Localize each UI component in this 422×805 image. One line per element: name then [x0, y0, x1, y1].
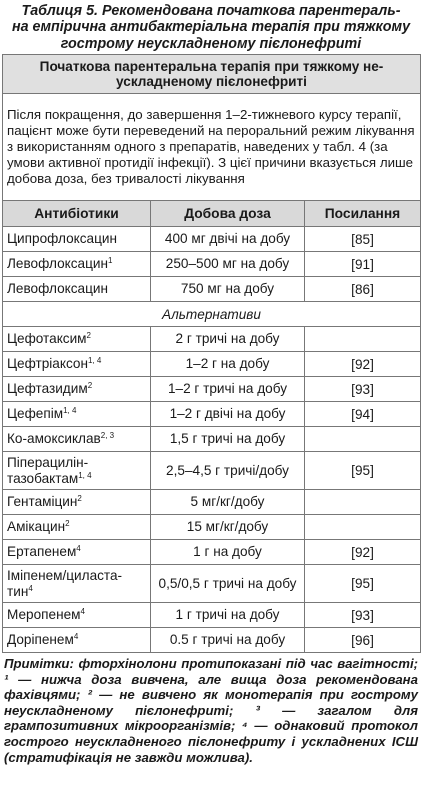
- banner-line: ускладненому пієлонефриті: [116, 74, 307, 89]
- reference: [96]: [305, 628, 421, 653]
- antibiotic-name-text: Цефепім: [7, 406, 64, 422]
- antibiotic-name: [3, 377, 151, 402]
- daily-dose: 0,5/0,5 г тричі на добу: [151, 565, 305, 603]
- daily-dose: 400 мг двічі на добу: [151, 227, 305, 252]
- antibiotic-name-text: Цефтріаксон: [7, 356, 88, 372]
- table-row: [3, 427, 421, 452]
- antibiotic-name-text: Цефотаксим: [7, 331, 87, 347]
- table-row: [3, 352, 421, 377]
- antibiotic-name: [3, 628, 151, 653]
- antibiotic-name-text: Гентаміцин: [7, 494, 78, 510]
- daily-dose: 2 г тричі на добу: [151, 327, 305, 352]
- reference: [86]: [305, 277, 421, 302]
- footnote-marker: 1, 4: [88, 356, 102, 366]
- antibiotic-name-text: Амікацин: [7, 519, 66, 535]
- daily-dose: 1,5 г тричі на добу: [151, 427, 305, 452]
- antibiotic-name: [3, 515, 151, 540]
- caption-line: гострому неускладненому пієлонефриті: [60, 35, 362, 52]
- header-row: [3, 201, 421, 227]
- table-caption: [0, 0, 422, 54]
- intro-text: Після покращення, до завершення 1–2-тижневого курсу терапії, пацієнт може бути переведений на пероральний режим лікування з використанням одного з препаратів, наведених у табл. 4 (за умови активної протидії інфекції). З цієї причини вказується лише добова доза, без тривалості лікування: [3, 94, 421, 201]
- alternatives-row: [3, 302, 421, 327]
- reference: [93]: [305, 603, 421, 628]
- reference: [305, 490, 421, 515]
- daily-dose: 250–500 мг на добу: [151, 252, 305, 277]
- antibiotic-name-text: Піперацилін-тазобактам: [7, 455, 89, 486]
- footnote-marker: 2: [65, 519, 70, 529]
- table-row: [3, 603, 421, 628]
- antibiotic-name: [3, 277, 151, 302]
- antibiotic-name: [3, 227, 151, 252]
- alternatives-label: Альтернативи: [3, 302, 421, 327]
- reference: [305, 427, 421, 452]
- table-row: [3, 540, 421, 565]
- table-row: [3, 277, 421, 302]
- reference: [92]: [305, 352, 421, 377]
- daily-dose: 2,5–4,5 г тричі/добу: [151, 452, 305, 490]
- footnote-marker: 4: [73, 632, 79, 642]
- table-row: [3, 628, 421, 653]
- antibiotic-name-text: Доріпенем: [7, 632, 74, 648]
- reference: [93]: [305, 377, 421, 402]
- antibiotic-name-text: Цефтазидим: [7, 381, 88, 397]
- table-row: [3, 565, 421, 603]
- table-banner: [3, 55, 421, 94]
- daily-dose: 1 г тричі на добу: [151, 603, 305, 628]
- footnote-marker: 2: [87, 381, 93, 391]
- antibiotic-name: [3, 603, 151, 628]
- antibiotic-name-text: Меропенем: [7, 607, 81, 623]
- table-row: [3, 327, 421, 352]
- antibiotic-name-text: Ципрофлоксацин: [7, 231, 118, 247]
- reference: [92]: [305, 540, 421, 565]
- footnote-marker: 1, 4: [63, 406, 77, 416]
- daily-dose: 15 мг/кг/добу: [151, 515, 305, 540]
- footnote-marker: 2: [86, 331, 91, 341]
- reference: [305, 515, 421, 540]
- footnote-marker: 4: [76, 544, 81, 554]
- reference: [95]: [305, 452, 421, 490]
- column-header-antibiotics: Антибіотики: [3, 201, 151, 227]
- daily-dose: 1–2 г тричі на добу: [151, 377, 305, 402]
- table-banner-row: [3, 55, 421, 94]
- table-row: [3, 515, 421, 540]
- antibiotic-name: [3, 252, 151, 277]
- antibiotic-name: [3, 540, 151, 565]
- antibiotic-name: [3, 427, 151, 452]
- daily-dose: 5 мг/кг/добу: [151, 490, 305, 515]
- reference: [85]: [305, 227, 421, 252]
- column-header-reference: Посилання: [305, 201, 421, 227]
- antibiotic-name-text: Ко-амоксиклав: [7, 431, 101, 447]
- antibiotic-name-text: Іміпенем/циласта-тин: [7, 568, 123, 599]
- reference: [91]: [305, 252, 421, 277]
- column-header-dose: Добова доза: [151, 201, 305, 227]
- footnote-marker: 2, 3: [100, 431, 115, 441]
- daily-dose: 750 мг на добу: [151, 277, 305, 302]
- intro-row: [3, 94, 421, 201]
- antibiotic-name: [3, 327, 151, 352]
- daily-dose: 0.5 г тричі на добу: [151, 628, 305, 653]
- footnote-marker: 4: [80, 607, 85, 617]
- antibiotic-name: [3, 565, 151, 603]
- table-row: [3, 252, 421, 277]
- antibiotic-name-text: Ертапенем: [7, 544, 77, 560]
- antibiotic-table: [2, 54, 421, 653]
- antibiotic-name: [3, 490, 151, 515]
- footnote-marker: 4: [28, 583, 33, 593]
- daily-dose: 1–2 г двічі на добу: [151, 402, 305, 427]
- daily-dose: 1 г на добу: [151, 540, 305, 565]
- antibiotic-name: [3, 402, 151, 427]
- table-row: [3, 402, 421, 427]
- table-row: [3, 490, 421, 515]
- table-row: [3, 377, 421, 402]
- caption-line: на емпірична антибактеріальна терапія при тяжкому: [11, 19, 411, 36]
- footnote-marker: 1, 4: [78, 470, 92, 480]
- footnote-marker: 1: [107, 256, 113, 266]
- reference: [305, 327, 421, 352]
- table-row: [3, 452, 421, 490]
- table-notes: Примітки: фторхінолони протипоказані під час вагітності; ¹ — нижча доза вивчена, але вища доза рекомендована фахівцями; ² — не вивчено як монотерапія при гострому неускладненому пієлонефриті; ³ — загалом для грампозитивних мікроорганізмів; ⁴ — однаковий протокол гострого неускладненого пієлонефриту і ускладнених ІСШ (стратифікація не завжди можлива).: [4, 656, 418, 765]
- antibiotic-name: [3, 452, 151, 490]
- footnote-marker: 2: [77, 494, 82, 504]
- table-row: [3, 227, 421, 252]
- reference: [94]: [305, 402, 421, 427]
- caption-line: Таблиця 5. Рекомендована початкова парентераль-: [21, 3, 401, 19]
- daily-dose: 1–2 г на добу: [151, 352, 305, 377]
- banner-line: Початкова парентеральна терапія при тяжкому не-: [39, 58, 384, 74]
- antibiotic-name-text: Левофлоксацин: [7, 281, 108, 297]
- antibiotic-name: [3, 352, 151, 377]
- reference: [95]: [305, 565, 421, 603]
- antibiotic-name-text: Левофлоксацин: [7, 256, 108, 272]
